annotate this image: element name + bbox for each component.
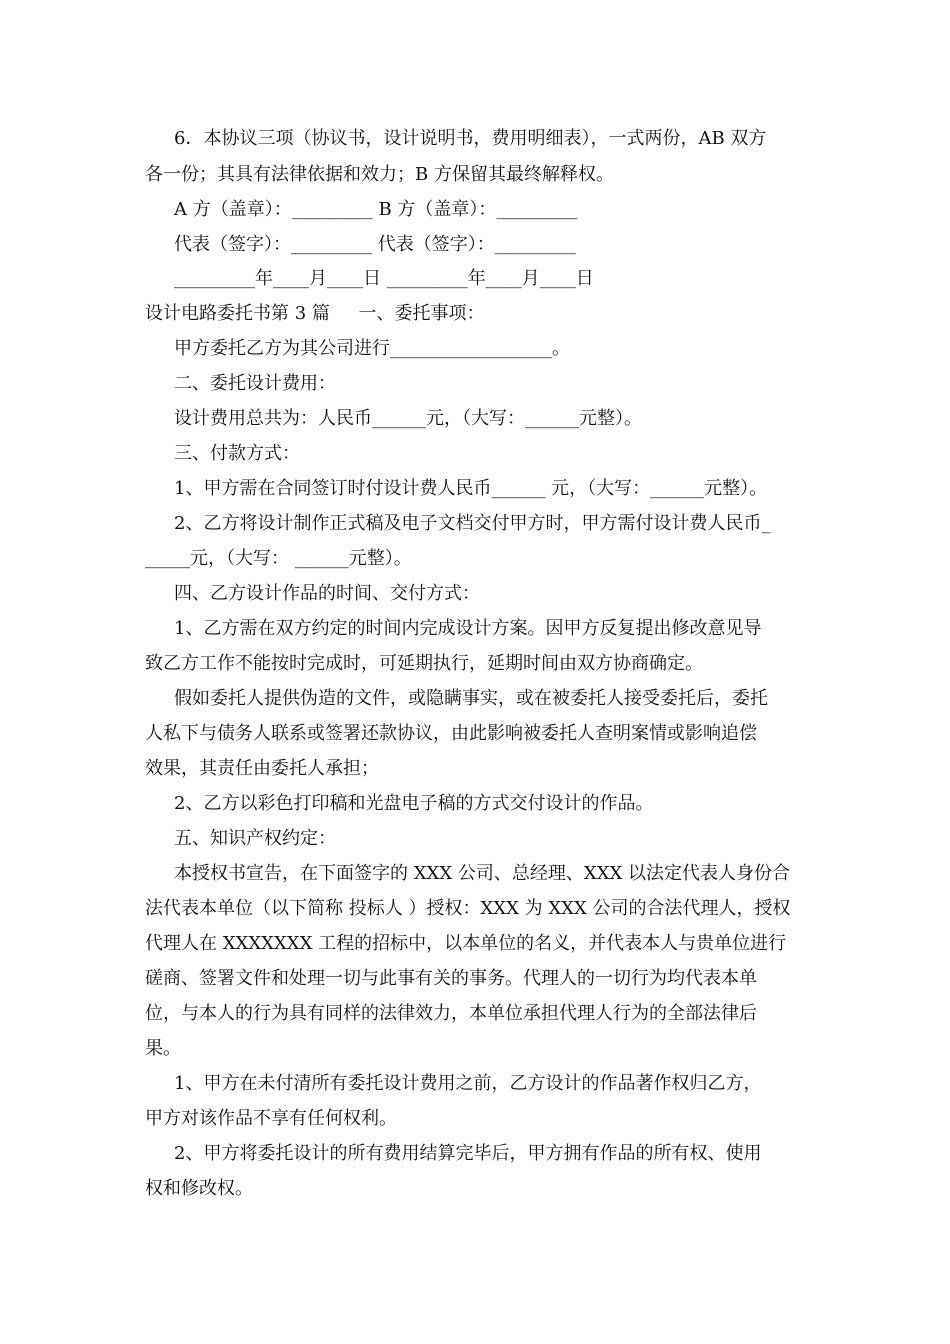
paragraph-ip-2-cont: 权和修改权。 [145,1178,253,1199]
heading-payment: 三、付款方式： [174,443,300,464]
paragraph-authorization-cont-1: 法代表本单位（以下简称 投标人 ）授权：XXX 为 XXX 公司的合法代理人，授权 [145,898,791,919]
paragraph-authorization: 本授权书宣告，在下面签字的 XXX 公司、总经理、XXX 以法定代表人身份合 [174,863,791,884]
section-heading-part3: 设计电路委托书第 3 篇 一、委托事项： [145,303,485,324]
paragraph-authorization-cont-4: 位，与本人的行为具有同样的法律效力，本单位承担代理人行为的全部法律后 [145,1003,757,1024]
paragraph-authorization-cont-3: 磋商、签署文件和处理一切与此事有关的事务。代理人的一切行为均代表本单 [145,968,757,989]
paragraph-payment-2-cont: _____元，（大写： ______元整）。 [145,548,412,569]
paragraph-authorization-cont-2: 代理人在 XXXXXXX 工程的招标中，以本单位的名义，并代表本人与贵单位进行 [145,933,787,954]
paragraph-delivery-1-cont: 致乙方工作不能按时完成时，可延期执行，延期时间由双方协商确定。 [145,653,703,674]
paragraph-delivery-2: 2、乙方以彩色打印稿和光盘电子稿的方式交付设计的作品。 [174,793,654,814]
paragraph-total-fee: 设计费用总共为：人民币______元，（大写：______元整）。 [174,408,642,429]
paragraph-authorization-cont-5: 果。 [145,1038,181,1059]
heading-design-fee: 二、委托设计费用： [174,373,336,394]
date-line: _________年____月____日 _________年____月____日 [174,268,594,289]
heading-ip: 五、知识产权约定： [174,828,336,849]
paragraph-payment-2: 2、乙方将设计制作正式稿及电子文档交付甲方时，甲方需付设计费人民币_ [174,513,771,534]
paragraph-ip-2: 2、甲方将委托设计的所有费用结算完毕后，甲方拥有作品的所有权、使用 [174,1143,762,1164]
paragraph-liability: 假如委托人提供伪造的文件，或隐瞒事实，或在被委托人接受委托后，委托 [174,688,768,709]
paragraph-commission: 甲方委托乙方为其公司进行__________________。 [174,338,570,359]
heading-delivery: 四、乙方设计作品的时间、交付方式： [174,583,480,604]
paragraph-agreement-copies-cont: 各一份；其具有法律依据和效力；B 方保留其最终解释权。 [145,164,614,185]
seal-line: A 方（盖章）：_________ B 方（盖章）：_________ [174,199,578,220]
paragraph-agreement-copies: 6．本协议三项（协议书，设计说明书，费用明细表），一式两份，AB 双方 [174,128,767,149]
paragraph-liability-cont-2: 效果，其责任由委托人承担； [145,758,379,779]
paragraph-ip-1: 1、甲方在未付清所有委托设计费用之前，乙方设计的作品著作权归乙方， [174,1073,762,1094]
paragraph-ip-1-cont: 甲方对该作品不享有任何权利。 [145,1108,397,1129]
paragraph-liability-cont-1: 人私下与债务人联系或签署还款协议，由此影响被委托人查明案情或影响追偿 [145,723,757,744]
signature-line: 代表（签字）：_________ 代表（签字）：_________ [174,234,576,255]
paragraph-payment-1: 1、甲方需在合同签订时付设计费人民币______ 元，（大写：______元整）。 [174,478,768,499]
paragraph-delivery-1: 1、乙方需在双方约定的时间内完成设计方案。因甲方反复提出修改意见导 [174,618,762,639]
